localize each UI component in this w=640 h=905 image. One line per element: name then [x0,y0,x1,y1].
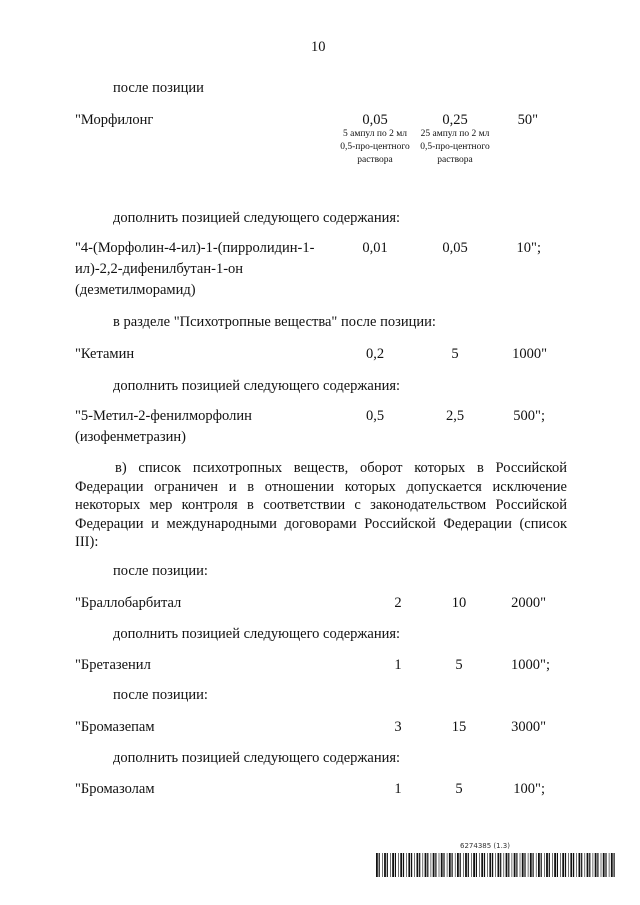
value-col2: 5 [451,346,459,362]
value-col2: 15 [451,719,467,735]
value-col1: 1 [394,657,402,673]
substance-name: (изофенметразин) [75,429,186,445]
substance-name: "Браллобарбитал [75,595,182,611]
value-col3: 3000" [511,719,546,735]
page-number: 10 [311,39,326,55]
text-line: дополнить позицией следующего содержания: [113,750,401,766]
value-col3: 50" [517,112,538,128]
substance-name: "Кетамин [75,346,135,362]
value-col1: 0,5 [365,408,385,424]
value-col2: 5 [455,657,463,673]
value-col1: 2 [394,595,402,611]
value-col2: 10 [451,595,467,611]
substance-name: "Бромазепам [75,719,155,735]
value-col1: 1 [394,781,402,797]
text-line: после позиции [113,80,204,96]
value-col1: 0,05 [362,112,388,128]
value-col1-note: 5 ампул по 2 мл 0,5-про-центного раствора [340,129,410,165]
text-line: после позиции: [113,687,208,703]
value-col2: 5 [455,781,463,797]
barcode-image [376,853,616,877]
substance-name: "4-(Морфолин-4-ил)-1-(пирролидин-1- [75,240,315,256]
value-col2: 0,05 [442,240,468,256]
text-line: дополнить позицией следующего содержания: [113,378,401,394]
value-col2: 0,25 [442,112,468,128]
barcode-number: 6274385 (1.3) [460,842,510,850]
value-col2-note: 25 ампул по 2 мл 0,5-про-центного раствора [420,129,490,165]
value-col3: 100"; [513,781,545,797]
value-col1: 3 [394,719,402,735]
value-col3: 1000" [512,346,547,362]
substance-name: "Морфилонг [75,112,154,128]
text-line: дополнить позицией следующего содержания: [113,626,401,642]
value-col2: 2,5 [445,408,465,424]
value-col1: 0,01 [362,240,388,256]
text-line: после позиции: [113,563,208,579]
substance-name: "Бретазенил [75,657,151,673]
paragraph-list-iii: в) список психотропных веществ, оборот которых в Российской Федерации ограничен и в отношении которых допускается исключение некоторых мер контроля в соответствии с законодательством Российской Федерации и международными договорами Российской Федерации (список III): [75,460,567,550]
substance-name: (дезметилморамид) [75,282,196,298]
text-line: дополнить позицией следующего содержания: [113,210,401,226]
value-col3: 10"; [516,240,541,256]
value-col1: 0,2 [365,346,385,362]
value-col3: 500"; [513,408,545,424]
value-col3: 2000" [511,595,546,611]
substance-name: "Бромазолам [75,781,155,797]
substance-name: "5-Метил-2-фенилморфолин [75,408,252,424]
substance-name: ил)-2,2-дифенилбутан-1-он [75,261,244,277]
text-line: в разделе "Психотропные вещества" после позиции: [113,314,436,330]
value-col3: 1000"; [511,657,550,673]
